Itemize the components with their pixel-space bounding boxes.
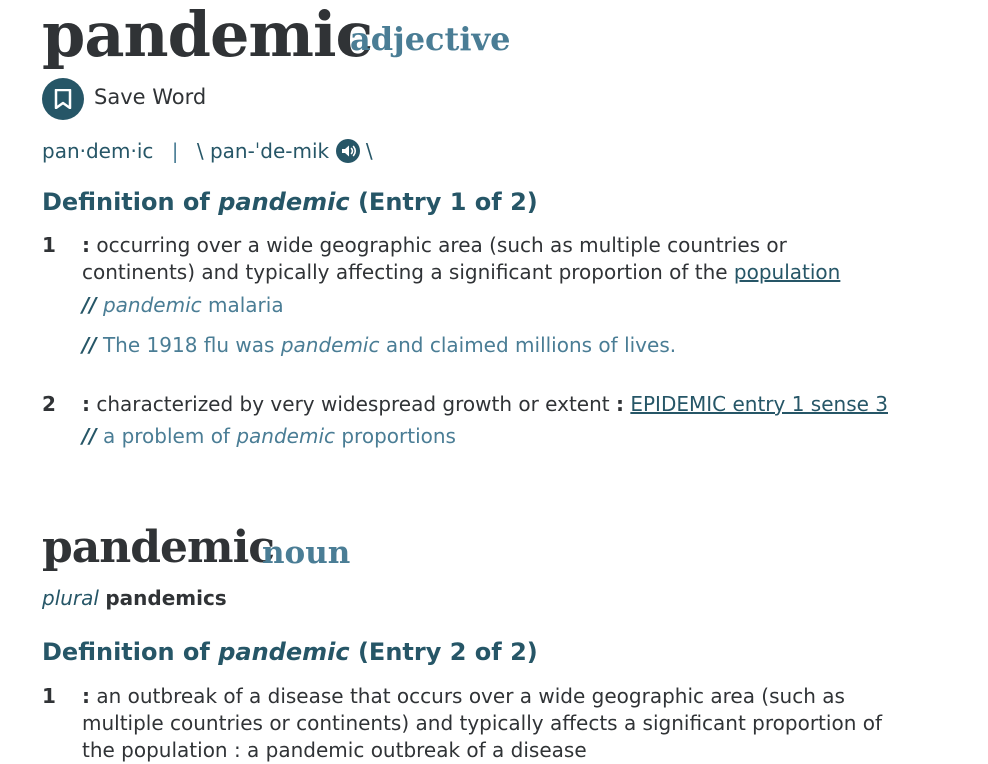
sense-number: 1 (42, 233, 56, 257)
example-text: The 1918 flu was (102, 333, 281, 357)
heading-suffix: (Entry 1 of 2) (349, 188, 538, 216)
sense-definition-cont (82, 259, 840, 286)
pronunciation-row (42, 139, 373, 165)
plural-form: pandemics (105, 586, 227, 610)
example-text: proportions (335, 424, 456, 448)
sense-definition (82, 391, 888, 418)
heading-prefix: Definition of (42, 638, 219, 666)
headword: pandemic (42, 0, 373, 71)
example-mark: // (82, 424, 97, 448)
example-italic: pandemic (236, 424, 335, 448)
sense-definition-cont (82, 710, 882, 737)
example-sentence (82, 333, 676, 357)
population-link[interactable]: population (733, 260, 841, 284)
speaker-icon[interactable] (336, 139, 360, 163)
save-word-button[interactable] (42, 78, 84, 120)
definition-line: occurring over a wide geographic area (such as multiple countries or (96, 233, 787, 257)
example-italic: pandemic (102, 293, 202, 317)
function-label: noun (262, 535, 351, 571)
definition-line: an outbreak of a disease that occurs over a wide geographic area (such as (96, 684, 845, 708)
pronunciation: \ pan-ˈde-mik (196, 139, 330, 163)
example-sentence (82, 424, 456, 448)
sense-colon: : (82, 684, 90, 708)
headword: pandemic (42, 522, 275, 573)
heading-word: pandemic (218, 188, 350, 216)
example-text: a problem of (102, 424, 237, 448)
heading-prefix: Definition of (42, 188, 219, 216)
sense-definition (82, 683, 845, 710)
pronunciation-close: \ (365, 139, 373, 163)
epidemic-link[interactable]: EPIDEMIC entry 1 sense 3 (630, 392, 888, 416)
sense-colon: : (616, 392, 624, 416)
sense-number: 2 (42, 392, 56, 416)
sense-definition (82, 232, 787, 259)
inflection-row (42, 586, 227, 610)
example-text: and claimed millions of lives. (379, 333, 677, 357)
definition-line: multiple countries or continents) and typically affects a significant proportion of (82, 711, 882, 735)
bookmark-icon[interactable] (42, 78, 84, 120)
sense-colon: : (82, 392, 90, 416)
example-italic: pandemic (280, 333, 380, 357)
heading-suffix: (Entry 2 of 2) (349, 638, 538, 666)
sense-number: 1 (42, 684, 56, 708)
example-mark: // (82, 293, 97, 317)
definition-heading-1 (42, 188, 538, 216)
definition-line: characterized by very widespread growth or extent (96, 392, 616, 416)
heading-word: pandemic (218, 638, 350, 666)
sense-definition-cont (82, 737, 587, 764)
syllables: pan·dem·ic (42, 139, 154, 163)
separator: | (171, 139, 179, 163)
example-mark: // (82, 333, 97, 357)
sense-colon: : (82, 233, 90, 257)
example-text: malaria (201, 293, 284, 317)
definition-line: continents) and typically affecting a significant proportion of the (82, 260, 728, 284)
function-label: adjective (350, 20, 511, 58)
definition-heading-2 (42, 638, 538, 666)
example-sentence (82, 293, 284, 317)
save-word-label[interactable]: Save Word (94, 85, 207, 109)
definition-line: the population : a pandemic outbreak of a disease (82, 738, 587, 762)
plural-label: plural (42, 586, 99, 610)
